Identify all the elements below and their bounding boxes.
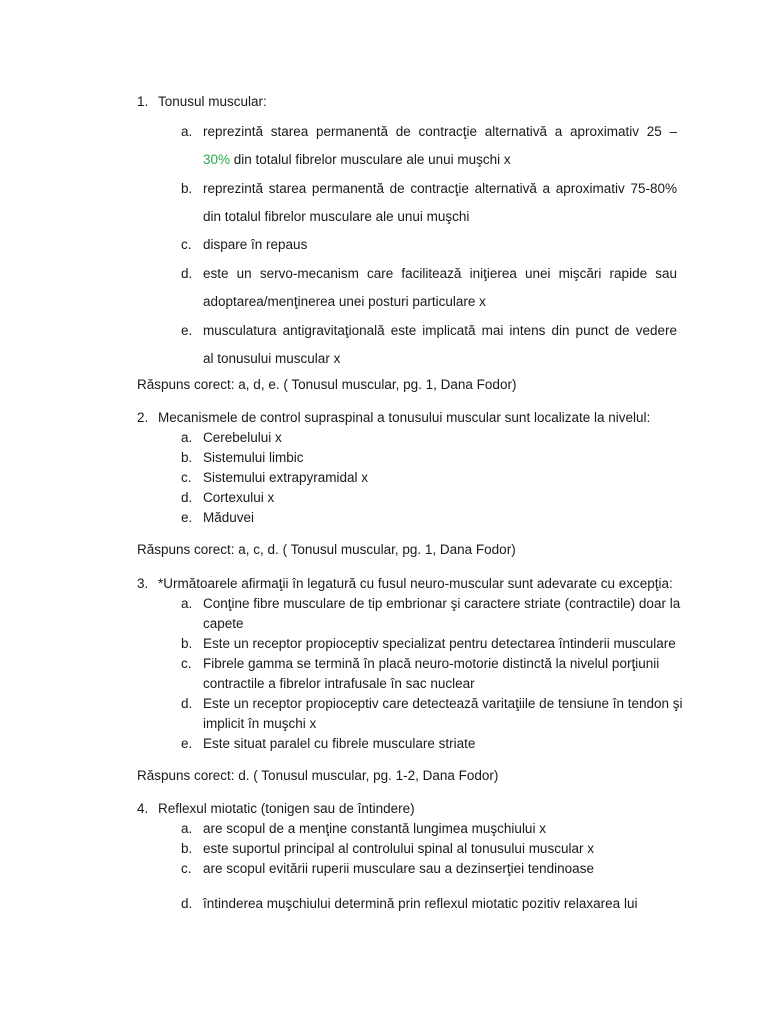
question-text: *Următoarele afirmaţii în legatură cu fusul neuro-muscular sunt adevarate cu excepţia: [158, 576, 673, 591]
option-text-line2: implicit în muşchi x [203, 716, 317, 731]
option-text-rest: din totalul fibrelor musculare ale unui muşchi x [230, 152, 511, 167]
answer-line: Răspuns corect: d. ( Tonusul muscular, pg. 1-2, Dana Fodor) [137, 768, 499, 783]
option-text: este suportul principal al controlului spinal al tonusului muscular x [203, 841, 594, 856]
option-letter: c. [181, 861, 192, 876]
question-number: 4. [137, 801, 149, 816]
option-letter: b. [181, 841, 193, 856]
option-letter: c. [181, 237, 192, 252]
option-text: este un servo-mecanism care facilitează iniţierea unei mişcări rapide sau [203, 266, 677, 281]
option-letter: b. [181, 636, 193, 651]
option-text-line2: capete [203, 616, 244, 631]
option-letter: d. [181, 490, 193, 505]
option-letter: e. [181, 323, 193, 338]
option-text: Este un receptor propioceptiv care detectează varitaţiile de tensiune în tendon şi [203, 696, 683, 711]
option-text: Cortexului x [203, 490, 275, 505]
option-text-line2: al tonusului muscular x [203, 351, 341, 366]
option-letter: e. [181, 510, 193, 525]
option-text-line2: contractile a fibrelor intrafusale în sac nuclear [203, 676, 475, 691]
option-text: are scopul de a menţine constantă lungimea muşchiului x [203, 821, 546, 836]
option-letter: b. [181, 181, 193, 196]
question-text: Reflexul miotatic (tonigen sau de întindere) [158, 801, 415, 816]
highlight-percent: 30% [203, 152, 231, 167]
option-letter: d. [181, 896, 193, 911]
option-letter: a. [181, 596, 193, 611]
option-text: întinderea muşchiului determină prin reflexul miotatic pozitiv relaxarea lui [203, 896, 638, 911]
answer-line: Răspuns corect: a, c, d. ( Tonusul muscular, pg. 1, Dana Fodor) [137, 542, 516, 557]
option-letter: b. [181, 450, 193, 465]
option-letter: a. [181, 430, 193, 445]
option-letter: a. [181, 821, 193, 836]
option-letter: c. [181, 470, 192, 485]
question-text: Mecanismele de control supraspinal a tonusului muscular sunt localizate la nivelul: [158, 410, 651, 425]
option-letter: a. [181, 124, 193, 139]
question-number: 3. [137, 576, 149, 591]
option-letter: d. [181, 696, 193, 711]
option-text: are scopul evitării ruperii musculare sau a dezinserţiei tendinoase [203, 861, 594, 876]
answer-line: Răspuns corect: a, d, e. ( Tonusul muscular, pg. 1, Dana Fodor) [137, 377, 517, 392]
option-letter: c. [181, 656, 192, 671]
option-text: musculatura antigravitaţională este implicată mai intens din punct de vedere [203, 323, 677, 338]
option-letter: e. [181, 736, 193, 751]
option-letter: d. [181, 266, 193, 281]
option-text: Este situat paralel cu fibrele musculare striate [203, 736, 476, 751]
question-number: 2. [137, 410, 149, 425]
option-text-line2: din totalul fibrelor musculare ale unui muşchi [203, 209, 470, 224]
option-text: Fibrele gamma se termină în placă neuro-motorie distinctă la nivelul porţiunii [203, 656, 660, 671]
option-text: reprezintă starea permanentă de contracţie alternativă a aproximativ 25 – [203, 124, 677, 139]
option-text-line2: adoptarea/menţinerea unei posturi particulare x [203, 294, 486, 309]
option-text: Sistemului extrapyramidal x [203, 470, 369, 485]
option-text: Este un receptor propioceptiv specializat pentru detectarea întinderii musculare [203, 636, 676, 651]
option-text: Sistemului limbic [203, 450, 304, 465]
option-text: Măduvei [203, 510, 255, 525]
option-text: reprezintă starea permanentă de contracţie alternativă a aproximativ 75-80% [203, 181, 677, 196]
option-text: dispare în repaus [203, 237, 308, 252]
option-text: Conţine fibre musculare de tip embrionar şi caractere striate (contractile) doar la [203, 596, 681, 611]
option-text-line2 [203, 151, 511, 169]
option-text: Cerebelului x [203, 430, 282, 445]
question-text: Tonusul muscular: [158, 94, 267, 109]
question-number: 1. [137, 94, 149, 109]
